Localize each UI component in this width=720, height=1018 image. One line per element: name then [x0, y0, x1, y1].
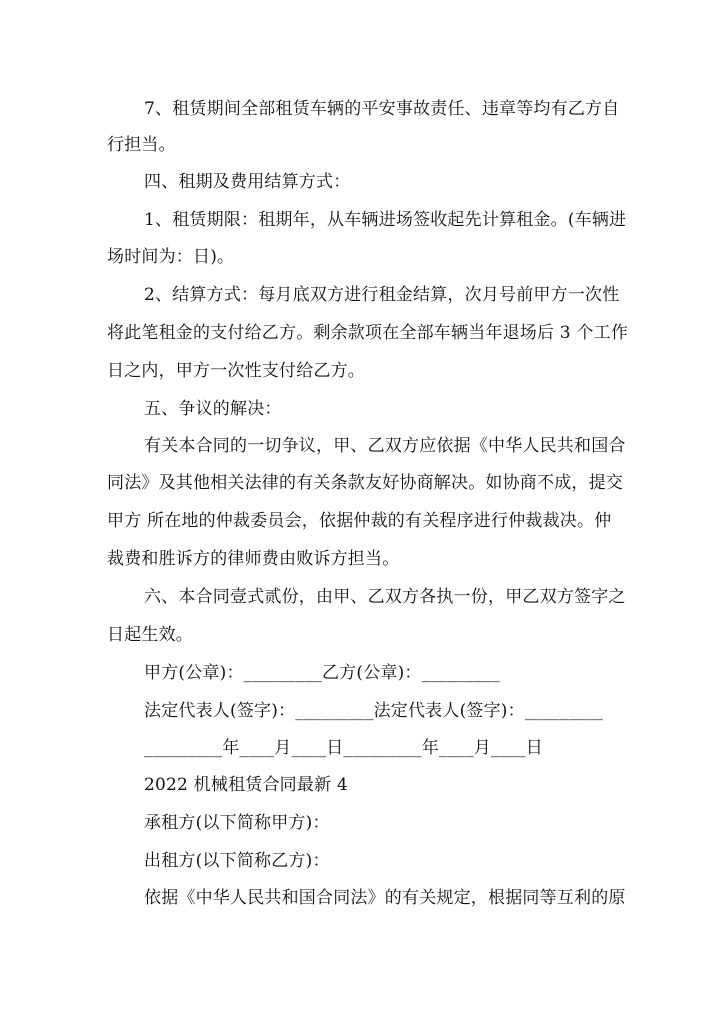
- item-7-line-1: 7、租赁期间全部租赁车辆的平安事故责任、违章等均有乙方自: [144, 99, 620, 119]
- settlement-line-3: 日之内，甲方一次性支付给乙方。: [107, 361, 365, 381]
- lessor-line: 出租方(以下简称乙方)：: [144, 851, 330, 871]
- section-4-heading: 四、租期及费用结算方式：: [144, 172, 351, 192]
- signature-date-line: _________年____月____日_________年____月____日: [144, 738, 543, 758]
- next-contract-title: 2022 机械租赁合同最新 4: [144, 775, 348, 795]
- dispute-line-1: 有关本合同的一切争议，甲、乙双方应依据《中华人民共和国合: [144, 436, 626, 456]
- settlement-line-2: 将此笔租金的支付给乙方。剩余款项在全部车辆当年退场后 3 个工作: [107, 323, 629, 343]
- lessee-line: 承租方(以下简称甲方)：: [144, 813, 330, 833]
- effectiveness-line-2: 日起生效。: [107, 625, 193, 645]
- section-5-heading: 五、争议的解决：: [144, 399, 282, 419]
- effectiveness-line-1: 六、本合同壹式贰份，由甲、乙双方各执一份，甲乙双方签字之: [144, 587, 626, 607]
- contract-intro-line: 依据《中华人民共和国合同法》的有关规定，根据同等互利的原: [144, 888, 626, 908]
- lease-term-line-1: 1、租赁期限：租期年，从车辆进场签收起先计算租金。(车辆进: [144, 210, 627, 230]
- dispute-line-4: 裁费和胜诉方的律师费由败诉方担当。: [107, 549, 400, 569]
- party-seal-line: 甲方(公章)：_________乙方(公章)：_________: [144, 663, 500, 683]
- lease-term-line-2: 场时间为：日)。: [107, 247, 235, 267]
- item-7-line-2: 行担当。: [107, 135, 176, 155]
- dispute-line-2: 同法》及其他相关法律的有关条款友好协商解决。如协商不成，提交: [107, 473, 623, 493]
- settlement-line-1: 2、结算方式：每月底双方进行租金结算，次月号前甲方一次性: [144, 285, 620, 305]
- legal-representative-signature-line: 法定代表人(签字)：_________法定代表人(签字)：_________: [144, 701, 604, 721]
- dispute-line-3: 甲方 所在地的仲裁委员会，依据仲裁的有关程序进行仲裁裁决。仲: [107, 511, 612, 531]
